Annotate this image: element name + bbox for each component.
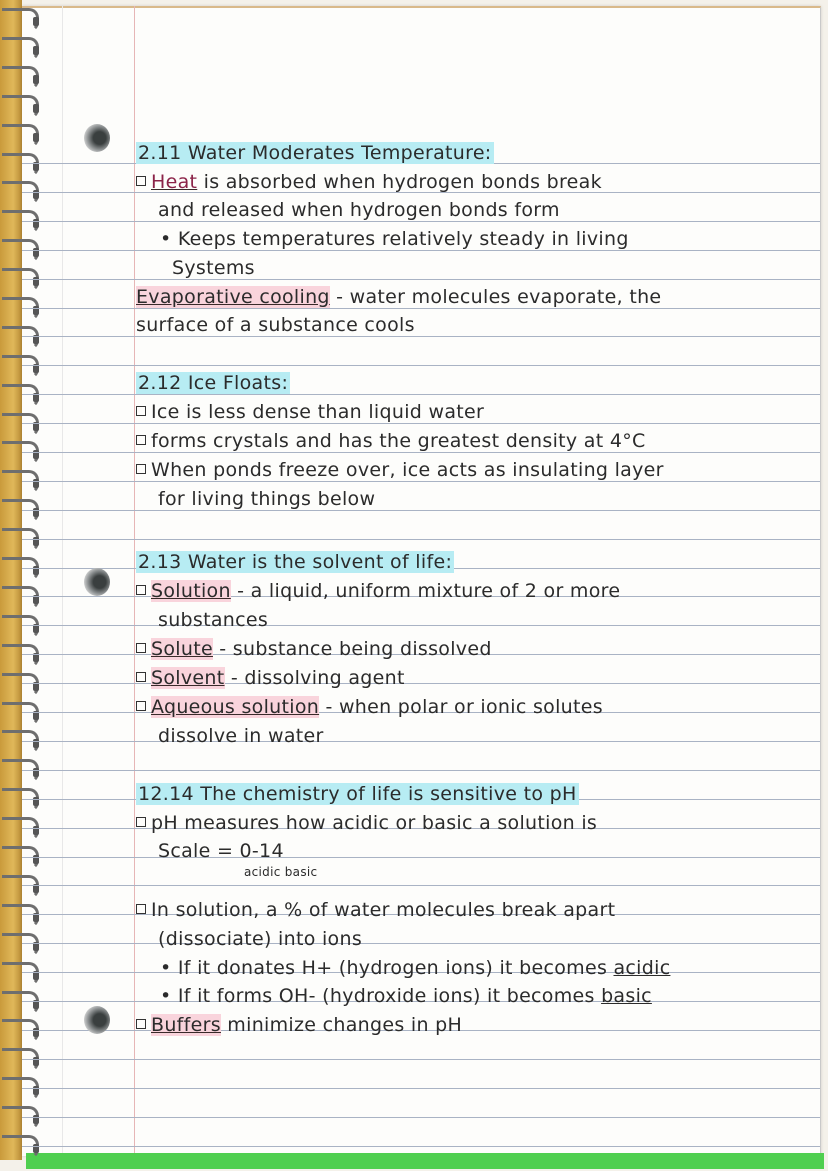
note-line: • If it forms OH- (hydroxide ions) it becomes basic: [160, 985, 652, 1007]
note-line: dissolve in water: [158, 725, 324, 747]
ruled-line: [22, 394, 820, 395]
note-line: Aqueous solution - when polar or ionic solutes: [136, 696, 603, 718]
ruled-line: [22, 943, 820, 944]
spiral-coil-icon: [2, 759, 39, 783]
spiral-coil-icon: [2, 904, 39, 928]
checkbox-icon: [136, 817, 146, 827]
ruled-line: [22, 625, 820, 626]
spiral-coil-icon: [2, 499, 39, 523]
spiral-coil-icon: [2, 66, 39, 90]
note-line: surface of a substance cools: [136, 314, 415, 336]
spiral-coil-icon: [2, 153, 39, 177]
key-term: Heat: [151, 171, 198, 193]
spiral-coil-icon: [2, 1048, 39, 1072]
ruled-line: [22, 770, 820, 771]
spiral-coil-icon: [2, 557, 39, 581]
spiral-coil-icon: [2, 846, 39, 870]
checkbox-icon: [136, 464, 146, 474]
ruled-line: [22, 1059, 820, 1060]
spiral-coil-icon: [2, 355, 39, 379]
spiral-coil-icon: [2, 615, 39, 639]
spiral-coil-icon: [2, 37, 39, 61]
spiral-coil-icon: [2, 991, 39, 1015]
ruled-line: [22, 741, 820, 742]
spiral-coil-icon: [2, 1106, 39, 1130]
key-term: Solution: [151, 580, 231, 602]
note-line: substances: [158, 609, 269, 631]
spiral-coil-icon: [2, 239, 39, 263]
spiral-coil-icon: [2, 730, 39, 754]
checkbox-icon: [136, 904, 146, 914]
spiral-coil-icon: [2, 817, 39, 841]
margin-line: [134, 6, 135, 1154]
scale-annotation: acidic basic: [244, 865, 318, 879]
ruled-line: [22, 1146, 820, 1147]
key-term: Buffers: [151, 1014, 221, 1036]
key-term: Aqueous solution: [151, 696, 320, 718]
spiral-coil-icon: [2, 210, 39, 234]
checkbox-icon: [136, 435, 146, 445]
ruled-line: [22, 539, 820, 540]
ruled-line: [22, 885, 820, 886]
checkbox-icon: [136, 1019, 146, 1029]
spiral-coil-icon: [2, 470, 39, 494]
spiral-coil-icon: [2, 124, 39, 148]
spiral-coil-icon: [2, 181, 39, 205]
ruled-line: [22, 221, 820, 222]
ruled-line: [22, 1117, 820, 1118]
spiral-coil-icon: [2, 875, 39, 899]
ruled-line: [22, 365, 820, 366]
checkbox-icon: [136, 672, 146, 682]
ruled-line: [22, 308, 820, 309]
note-line: Buffers minimize changes in pH: [136, 1014, 462, 1036]
spiral-coil-icon: [2, 326, 39, 350]
spiral-coil-icon: [2, 788, 39, 812]
ruled-line: [22, 279, 820, 280]
spiral-coil-icon: [2, 8, 39, 32]
note-line: pH measures how acidic or basic a solution is: [136, 812, 597, 834]
section-heading: 2.11 Water Moderates Temperature:: [138, 142, 492, 164]
section-heading: 2.13 Water is the solvent of life:: [138, 551, 453, 573]
note-line: When ponds freeze over, ice acts as insulating layer: [136, 459, 664, 481]
note-line: for living things below: [158, 488, 376, 510]
ruled-line: [22, 250, 820, 251]
ruled-line: [22, 423, 820, 424]
spiral-coil-icon: [2, 297, 39, 321]
spiral-coil-icon: [2, 673, 39, 697]
punch-hole-icon: [84, 124, 110, 152]
key-term: Solute: [151, 638, 213, 660]
punch-hole-icon: [84, 1006, 110, 1034]
spiral-coil-icon: [2, 384, 39, 408]
spiral-coil-icon: [2, 1135, 39, 1159]
spiral-coil-icon: [2, 528, 39, 552]
spiral-coil-icon: [2, 441, 39, 465]
checkbox-icon: [136, 176, 146, 186]
note-line: and released when hydrogen bonds form: [158, 199, 560, 221]
spiral-coil-icon: [2, 644, 39, 668]
note-line: • If it donates H+ (hydrogen ions) it becomes acidic: [160, 957, 671, 979]
punch-hole-icon: [84, 568, 110, 596]
note-line: Heat is absorbed when hydrogen bonds break: [136, 171, 602, 193]
ruled-line: [22, 1088, 820, 1089]
notebook-cover-edge: [26, 1153, 824, 1169]
ruled-line: [22, 481, 820, 482]
spiral-coil-icon: [2, 962, 39, 986]
spiral-coil-icon: [2, 1019, 39, 1043]
page-fold-line: [62, 6, 63, 1154]
section-heading: 2.12 Ice Floats:: [138, 372, 289, 394]
note-line: Solution - a liquid, uniform mixture of 2 or more: [136, 580, 620, 602]
note-line: Scale = 0-14: [158, 840, 284, 862]
section-heading: 12.14 The chemistry of life is sensitive to pH: [138, 783, 577, 805]
key-term: Evaporative cooling: [136, 286, 330, 308]
note-line: • Keeps temperatures relatively steady in living: [160, 228, 629, 250]
note-line: forms crystals and has the greatest density at 4°C: [136, 430, 646, 452]
spiral-coil-icon: [2, 268, 39, 292]
note-line: Solute - substance being dissolved: [136, 638, 492, 660]
ruled-line: [22, 452, 820, 453]
checkbox-icon: [136, 585, 146, 595]
note-line: Solvent - dissolving agent: [136, 667, 405, 689]
spiral-coil-icon: [2, 933, 39, 957]
spiral-coil-icon: [2, 702, 39, 726]
ruled-line: [22, 857, 820, 858]
spiral-coil-icon: [2, 586, 39, 610]
note-line: Evaporative cooling - water molecules evaporate, the: [136, 286, 662, 308]
checkbox-icon: [136, 406, 146, 416]
checkbox-icon: [136, 643, 146, 653]
spiral-coil-icon: [2, 413, 39, 437]
ruled-line: [22, 336, 820, 337]
ruled-line: [22, 510, 820, 511]
note-line: Systems: [172, 257, 255, 279]
note-line: Ice is less dense than liquid water: [136, 401, 484, 423]
spiral-coil-icon: [2, 1077, 39, 1101]
note-line: In solution, a % of water molecules break apart: [136, 899, 615, 921]
checkbox-icon: [136, 701, 146, 711]
key-term: Solvent: [151, 667, 225, 689]
spiral-coil-icon: [2, 95, 39, 119]
note-line: (dissociate) into ions: [158, 928, 363, 950]
